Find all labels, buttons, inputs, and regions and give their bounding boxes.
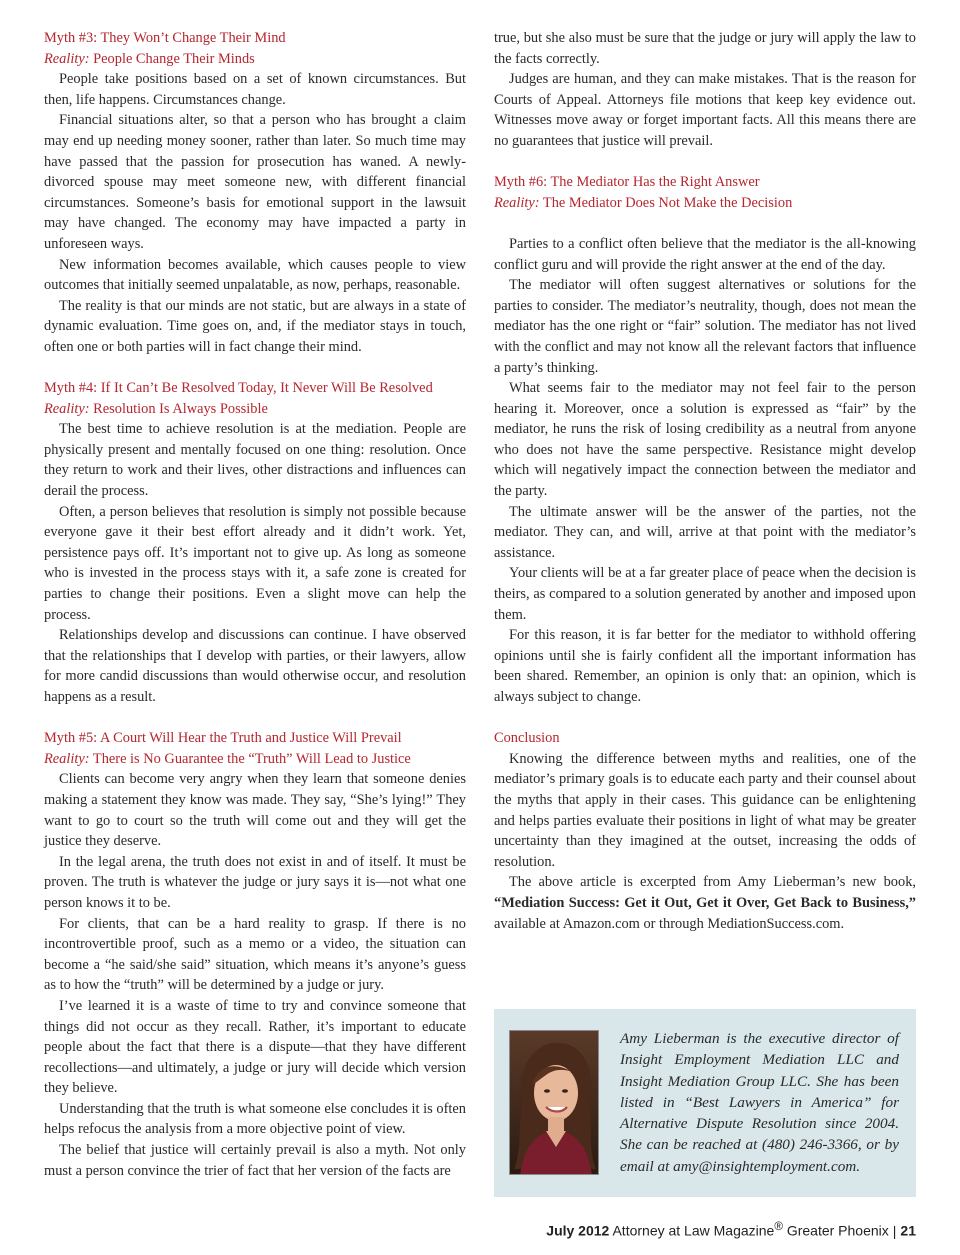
magazine-name: Attorney at Law Magazine	[612, 1222, 775, 1239]
paragraph: Clients can become very angry when they learn that someone denies making a statement they know was made. They say, “She’s lying!” They want to go to court so the truth will come out and they will get the justice they deserve.	[44, 771, 466, 850]
myth-4-reality	[44, 399, 466, 420]
issue-date: July 2012	[546, 1222, 610, 1239]
myth-3-section	[44, 28, 466, 358]
paragraph: Often, a person believes that resolution is simply not possible because everyone gave it their best effort already and it didn’t work. Yet, persistence pays off. It’s important not to give up. As long as someone who is invested in the process stays with it, a safe zone is created for parties to change their positions. Even a slight move can help the process.	[44, 503, 466, 623]
paragraph: The best time to achieve resolution is at the mediation. People are physically present and mentally focused on one thing: resolution. Once they return to work and their lives, other distractions and influences can derail the process.	[44, 421, 466, 500]
paragraph: I’ve learned it is a waste of time to try and convince someone that things did not occur as they recall. Rather, it’s important to educate people about the fact that there is a dispute—that they have different recollections—and ultimately, a judge or jury will decide which version they believe.	[44, 997, 466, 1097]
myth-6-reality	[494, 193, 916, 214]
right-column	[494, 28, 916, 934]
paragraph: The ultimate answer will be the answer of the parties, not the mediator. They can, and will, arrive at that point with the mediator’s assistance.	[494, 503, 916, 561]
myth-6-section	[494, 172, 916, 707]
conclusion-heading: Conclusion	[494, 730, 560, 747]
reality-label: Reality:	[44, 50, 90, 67]
paragraph: For clients, that can be a hard reality to grasp. If there is no incontrovertible proof, such as a memo or a video, the situation can become a “he said/she said” situation, which means it’s anyone’s guess as to how the “truth” will be determined by a judge or jury.	[44, 915, 466, 994]
myth-3-reality	[44, 49, 466, 70]
reality-text: Resolution Is Always Possible	[89, 400, 268, 417]
page-footer	[546, 1220, 916, 1239]
page-number: 21	[900, 1222, 916, 1239]
paragraph: Relationships develop and discussions can continue. I have observed that the relationships that I develop with parties, or their lawyers, allow for more candid discussions than would otherwise occur, and resolution happens as a result.	[44, 627, 466, 705]
author-bio-box	[494, 1009, 916, 1197]
edition-name: Greater Phoenix	[786, 1222, 889, 1239]
excerpt-availability: available at Amazon.com or through MediationSuccess.com.	[494, 915, 845, 932]
paragraph: For this reason, it is far better for the mediator to withhold offering opinions until she is fairly confident all the important information has been shared. Remember, an opinion is only that: an opinion, which is always subject to change.	[494, 627, 916, 705]
paragraph: Financial situations alter, so that a person who has brought a claim may end up needing money sooner, rather than later. So much time may have passed that the passion for prosecution has waned. A newly-divorced spouse may meet someone new, with different financial circumstances. Someone’s basis for emotional support in the lawsuit may have changed. The economy may have impacted a party in unforeseen ways.	[44, 112, 466, 252]
reality-text: People Change Their Minds	[89, 50, 255, 67]
reality-label: Reality:	[494, 194, 540, 211]
paragraph: Understanding that the truth is what someone else concludes it is often helps refocus the analysis from a more objective point of view.	[44, 1100, 466, 1138]
myth-4-section	[44, 378, 466, 708]
paragraph: In the legal arena, the truth does not exist in and of itself. It must be proven. The truth is whatever the judge or jury says it is—not what one person knows it to be.	[44, 853, 466, 911]
myth-3-heading: Myth #3: They Won’t Change Their Mind	[44, 30, 286, 46]
paragraph: The mediator will often suggest alternatives or solutions for the parties to consider. The mediator’s neutrality, though, does not mean the mediator has the one right or “fair” solution. The mediator has not lived with the conflict and may not know all the relevant factors that influence a party’s thinking.	[494, 277, 916, 376]
myth-5-section	[44, 728, 466, 1181]
excerpt-intro: The above article is excerpted from Amy Lieberman’s new book,	[509, 874, 916, 891]
paragraph: Knowing the difference between myths and realities, one of the mediator’s primary goals is to educate each party and their counsel about the myths that apply in their cases. This guidance can be enlightening and helps parties evaluate their positions in light of what may be greater uncertainty than they imagined at the outset, increasing the odds of resolution.	[494, 750, 916, 870]
myth-5-reality	[44, 749, 466, 770]
excerpt-paragraph	[494, 872, 916, 934]
continuation-section	[494, 28, 916, 152]
paragraph: true, but she also must be sure that the judge or jury will apply the law to the facts correctly.	[494, 30, 916, 67]
myth-4-heading: Myth #4: If It Can’t Be Resolved Today, It Never Will Be Resolved	[44, 380, 433, 397]
paragraph: People take positions based on a set of known circumstances. But then, life happens. Circumstances change.	[44, 71, 466, 108]
book-title: “Mediation Success: Get it Out, Get it Over, Get Back to Business,”	[494, 894, 916, 911]
paragraph: New information becomes available, which causes people to view outcomes that initially seemed unpalatable, as now, perhaps, reasonable.	[44, 256, 466, 294]
author-bio-text: Amy Lieberman is the executive director of Insight Employment Mediation LLC and Insight Mediation Group LLC. She has been listed in “Best Lawyers in America” for Alternative Dispute Resolution since 2004. She can be reached at (480) 246-3366, or by email at amy@insightemployment.com.	[620, 1030, 899, 1175]
author-portrait-image	[510, 1031, 599, 1175]
paragraph: Your clients will be at a far greater place of peace when the decision is theirs, as compared to a solution generated by another and imposed upon them.	[494, 565, 916, 623]
myth-6-heading: Myth #6: The Mediator Has the Right Answer	[494, 174, 760, 191]
paragraph: What seems fair to the mediator may not feel fair to the person hearing it. Moreover, once a solution is expressed as “fair” by the mediator, he runs the risk of losing credibility as a neutral from anyone who does not have the same perspective. Resistance might develop which will negatively impact the connection between the mediator and the party.	[494, 380, 916, 500]
myth-5-heading: Myth #5: A Court Will Hear the Truth and Justice Will Prevail	[44, 730, 402, 747]
left-column	[44, 28, 466, 1181]
conclusion-section	[494, 728, 916, 934]
reality-label: Reality:	[44, 750, 90, 767]
paragraph: The belief that justice will certainly prevail is also a myth. Not only must a person convince the trier of fact that her version of the facts are	[44, 1142, 466, 1179]
paragraph: The reality is that our minds are not static, but are always in a state of dynamic evaluation. Time goes on, and, if the mediator stays in touch, often one or both parties will in fact change their mind.	[44, 297, 466, 355]
reality-text: There is No Guarantee the “Truth” Will Lead to Justice	[89, 750, 411, 767]
paragraph: Parties to a conflict often believe that the mediator is the all-knowing conflict guru and will provide the right answer at the end of the day.	[494, 235, 916, 273]
reality-label: Reality:	[44, 400, 90, 417]
reality-text: The Mediator Does Not Make the Decision	[539, 194, 793, 211]
author-photo	[509, 1030, 599, 1175]
paragraph: Judges are human, and they can make mistakes. That is the reason for Courts of Appeal. Attorneys file motions that keep key evidence out. Witnesses move away or forget important facts. All this means there are no guarantees that justice will prevail.	[494, 71, 916, 149]
footer-separator: |	[892, 1222, 897, 1239]
registered-mark: ®	[774, 1220, 783, 1233]
